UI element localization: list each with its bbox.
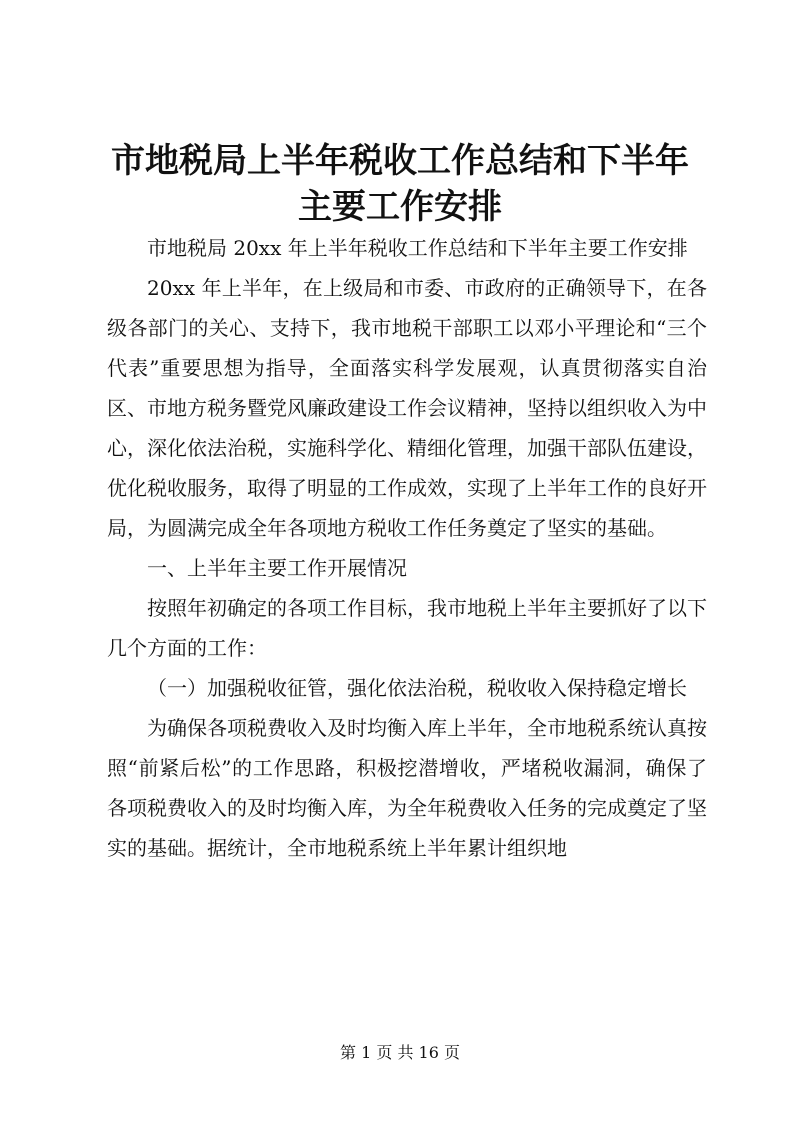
paragraph-intro: 20xx 年上半年，在上级局和市委、市政府的正确领导下，在各级各部门的关心、支持下，我市地税干部职工以邓小平理论和“三个代表”重要思想为指导，全面落实科学发展观，认真贯彻落实自治区、市地方税务暨党风廉政建设工作会议精神，坚持以组织收入为中心，深化依法治税，实施科学化、精细化管理，加强干部队伍建设，优化税收服务，取得了明显的工作成效，实现了上半年工作的良好开局，为圆满完成全年各项地方税收工作任务奠定了坚实的基础。 — [107, 276, 707, 540]
paragraph-overview: 按照年初确定的各项工作目标，我市地税上半年主要抓好了以下几个方面的工作： — [107, 596, 707, 660]
document-body — [107, 228, 707, 868]
paragraph-detail: 为确保各项税费收入及时均衡入库上半年，全市地税系统认真按照“前紧后松”的工作思路，积极挖潜增收，严堵税收漏洞，确保了各项税费收入的及时均衡入库，为全年税费收入任务的完成奠定了坚实的基础。据统计，全市地税系统上半年累计组织地 — [107, 716, 707, 860]
page-number-footer: 第 1 页 共 16 页 — [340, 1043, 460, 1062]
document-title: 市地税局上半年税收工作总结和下半年主要工作安排 — [111, 141, 689, 227]
section-heading: 一、上半年主要工作开展情况 — [147, 556, 407, 580]
subsection-heading: （一）加强税收征管，强化依法治税，税收收入保持稳定增长 — [147, 676, 687, 700]
paragraph-heading-repeat: 市地税局 20xx 年上半年税收工作总结和下半年主要工作安排 — [147, 236, 688, 260]
